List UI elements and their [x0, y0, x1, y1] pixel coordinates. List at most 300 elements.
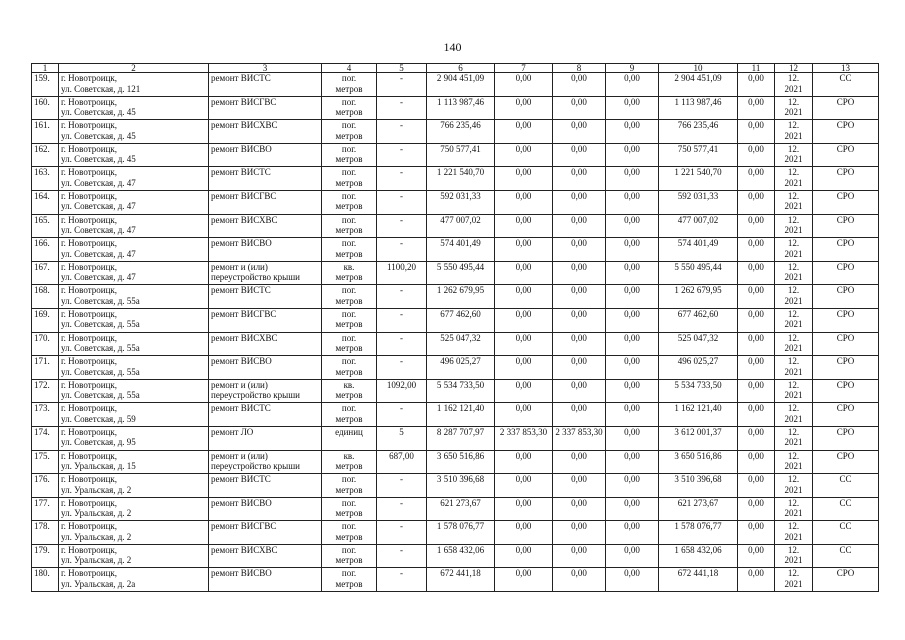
col11-cell	[738, 190, 775, 214]
col9-cell	[606, 521, 659, 545]
completion-date-cell-text: 2021	[784, 154, 803, 165]
completion-date-cell-text: 12.	[787, 190, 800, 201]
quantity-cell-text: 687,00	[389, 450, 414, 461]
col7-cell	[495, 73, 553, 97]
total-cost-cell	[427, 120, 495, 144]
unit-cell-text: пог.	[341, 190, 357, 201]
unit-cell	[322, 568, 377, 592]
col11-cell	[738, 96, 775, 120]
header-col-8: 8	[553, 64, 606, 73]
row-number	[32, 96, 59, 120]
method-cell-text: СС	[839, 497, 852, 508]
work-type-cell-text: ремонт ВИСХВС	[211, 120, 278, 131]
address-cell-text: г. Новотроицк,	[61, 474, 118, 485]
col11-cell	[738, 332, 775, 356]
work-type-cell	[209, 379, 322, 403]
address-cell	[59, 544, 209, 568]
col10-cell	[659, 332, 738, 356]
unit-cell-text: пог.	[341, 73, 357, 83]
unit-cell	[322, 426, 377, 450]
work-type-cell-text: ремонт ВИСВО	[211, 143, 272, 154]
completion-date-cell	[775, 521, 813, 545]
address-cell-text: ул. Уральская, д. 2	[61, 484, 132, 495]
col11-cell	[738, 214, 775, 238]
total-cost-cell-text: 1 578 076,77	[436, 521, 485, 532]
unit-cell	[322, 214, 377, 238]
col7-cell	[495, 120, 553, 144]
address-cell-text: ул. Уральская, д. 2а	[61, 578, 136, 589]
quantity-cell	[377, 238, 427, 262]
unit-cell-text: пог.	[341, 332, 357, 343]
col9-cell-text: 0,00	[624, 379, 640, 390]
row-number	[32, 544, 59, 568]
method-cell-text: СРО	[836, 356, 855, 367]
total-cost-cell	[427, 474, 495, 498]
col9-cell	[606, 261, 659, 285]
col10-cell	[659, 285, 738, 309]
col8-cell	[553, 96, 606, 120]
col8-cell	[553, 190, 606, 214]
address-cell	[59, 568, 209, 592]
unit-cell-text: метров	[335, 366, 363, 377]
col9-cell-text: 0,00	[624, 285, 640, 296]
completion-date-cell	[775, 285, 813, 309]
col11-cell-text: 0,00	[748, 308, 764, 319]
total-cost-cell-text: 574 401,49	[440, 238, 481, 249]
col9-cell	[606, 238, 659, 262]
address-cell-text: г. Новотроицк,	[61, 238, 118, 249]
col11-cell	[738, 521, 775, 545]
col8-cell	[553, 285, 606, 309]
method-cell	[813, 544, 879, 568]
col11-cell	[738, 474, 775, 498]
completion-date-cell-text: 12.	[787, 261, 800, 272]
address-cell	[59, 120, 209, 144]
col8-cell	[553, 261, 606, 285]
col9-cell	[606, 96, 659, 120]
col10-cell-text: 5 534 733,50	[674, 379, 722, 390]
row-number	[32, 143, 59, 167]
row-number-text: 172.	[34, 379, 50, 390]
address-cell	[59, 426, 209, 450]
col7-cell	[495, 568, 553, 592]
column-number-header	[32, 64, 879, 73]
method-cell-text: СРО	[836, 450, 855, 461]
total-cost-cell-text: 766 235,46	[440, 120, 481, 131]
quantity-cell	[377, 332, 427, 356]
col8-cell	[553, 497, 606, 521]
col10-cell-text: 5 550 495,44	[674, 261, 722, 272]
quantity-cell	[377, 403, 427, 427]
unit-cell	[322, 308, 377, 332]
col8-cell-text: 0,00	[571, 214, 587, 225]
method-cell-text: СРО	[836, 96, 855, 107]
address-cell-text: ул. Уральская, д. 2	[61, 531, 132, 542]
col11-cell	[738, 497, 775, 521]
col10-cell-text: 3 650 516,86	[674, 450, 722, 461]
completion-date-cell	[775, 96, 813, 120]
col11-cell	[738, 238, 775, 262]
work-type-cell	[209, 450, 322, 474]
col8-cell-text: 0,00	[571, 143, 587, 154]
quantity-cell	[377, 356, 427, 380]
table-row	[32, 497, 879, 521]
col9-cell-text: 0,00	[624, 167, 640, 178]
header-col-4: 4	[322, 64, 377, 73]
table-row	[32, 544, 879, 568]
method-cell	[813, 403, 879, 427]
total-cost-cell	[427, 167, 495, 191]
col7-cell	[495, 356, 553, 380]
work-type-cell-text: ремонт ВИСГВС	[211, 521, 277, 532]
total-cost-cell	[427, 261, 495, 285]
method-cell-text: СРО	[836, 403, 855, 414]
method-cell-text: СРО	[836, 308, 855, 319]
col7-cell	[495, 521, 553, 545]
col7-cell	[495, 474, 553, 498]
method-cell-text: СРО	[836, 214, 855, 225]
total-cost-cell-text: 1 221 540,70	[436, 167, 485, 178]
quantity-cell	[377, 73, 427, 97]
unit-cell	[322, 332, 377, 356]
work-type-cell-text: ремонт и (или)	[211, 450, 268, 461]
unit-cell	[322, 544, 377, 568]
work-type-cell	[209, 190, 322, 214]
quantity-cell-text: -	[400, 167, 403, 178]
quantity-cell	[377, 497, 427, 521]
total-cost-cell-text: 750 577,41	[440, 143, 481, 154]
completion-date-cell-text: 2021	[784, 107, 803, 118]
row-number-text: 177.	[34, 497, 50, 508]
total-cost-cell	[427, 190, 495, 214]
address-cell-text: г. Новотроицк,	[61, 450, 118, 461]
address-cell	[59, 497, 209, 521]
completion-date-cell-text: 2021	[784, 578, 803, 589]
col7-cell	[495, 497, 553, 521]
table-row	[32, 73, 879, 97]
completion-date-cell-text: 2021	[784, 83, 803, 94]
method-cell	[813, 450, 879, 474]
unit-cell-text: кв.	[343, 261, 355, 272]
completion-date-cell-text: 12.	[787, 285, 800, 296]
col8-cell	[553, 474, 606, 498]
unit-cell-text: единиц	[335, 426, 363, 437]
col8-cell	[553, 214, 606, 238]
col7-cell	[495, 214, 553, 238]
table-row	[32, 285, 879, 309]
work-type-cell-text: переустройство крыши	[211, 390, 300, 401]
address-cell	[59, 285, 209, 309]
col9-cell	[606, 214, 659, 238]
col11-cell	[738, 167, 775, 191]
completion-date-cell-text: 12.	[787, 96, 800, 107]
col11-cell	[738, 379, 775, 403]
col7-cell-text: 0,00	[515, 450, 532, 461]
work-type-cell-text: переустройство крыши	[211, 461, 300, 471]
col9-cell-text: 0,00	[624, 190, 640, 201]
completion-date-cell-text: 12.	[787, 426, 800, 437]
address-cell-text: г. Новотроицк,	[61, 426, 118, 437]
completion-date-cell-text: 12.	[787, 214, 800, 225]
unit-cell	[322, 190, 377, 214]
col7-cell-text: 0,00	[515, 474, 532, 485]
completion-date-cell	[775, 544, 813, 568]
col7-cell	[495, 403, 553, 427]
header-col-11: 11	[738, 64, 775, 73]
col7-cell	[495, 544, 553, 568]
row-number	[32, 238, 59, 262]
table-row	[32, 214, 879, 238]
completion-date-cell	[775, 214, 813, 238]
address-cell-text: г. Новотроицк,	[61, 285, 118, 296]
col10-cell-text: 672 441,18	[677, 568, 719, 579]
col8-cell-text: 0,00	[571, 190, 587, 201]
unit-cell-text: метров	[335, 531, 363, 542]
unit-cell-text: метров	[335, 177, 363, 188]
col10-cell	[659, 190, 738, 214]
col8-cell-text: 0,00	[571, 544, 587, 555]
total-cost-cell	[427, 450, 495, 474]
col9-cell-text: 0,00	[624, 474, 640, 485]
work-type-cell	[209, 73, 322, 97]
col8-cell-text: 0,00	[571, 285, 587, 296]
col8-cell-text: 0,00	[571, 261, 587, 272]
row-number-text: 166.	[34, 238, 50, 249]
col9-cell-text: 0,00	[624, 96, 640, 107]
completion-date-cell-text: 12.	[787, 544, 800, 555]
unit-cell-text: метров	[335, 390, 363, 401]
header-col-9: 9	[606, 64, 659, 73]
row-number-text: 180.	[34, 568, 50, 579]
address-cell	[59, 143, 209, 167]
method-cell-text: СРО	[836, 285, 855, 296]
col7-cell-text: 0,00	[515, 120, 532, 131]
address-cell-text: ул. Советская, д. 47	[61, 272, 136, 283]
row-number	[32, 474, 59, 498]
col7-cell	[495, 308, 553, 332]
row-number-text: 175.	[34, 450, 50, 461]
completion-date-cell-text: 2021	[784, 177, 803, 188]
col7-cell-text: 0,00	[515, 403, 532, 414]
col8-cell-text: 0,00	[571, 308, 587, 319]
completion-date-cell	[775, 403, 813, 427]
col9-cell-text: 0,00	[624, 143, 640, 154]
header-col-10: 10	[659, 64, 738, 73]
address-cell-text: г. Новотроицк,	[61, 190, 118, 201]
col7-cell	[495, 332, 553, 356]
work-type-cell-text: ремонт и (или)	[211, 379, 268, 390]
total-cost-cell	[427, 356, 495, 380]
col10-cell-text: 1 113 987,46	[674, 96, 722, 107]
total-cost-cell	[427, 214, 495, 238]
work-type-cell	[209, 285, 322, 309]
unit-cell-text: метров	[335, 130, 363, 141]
total-cost-cell-text: 8 287 707,97	[436, 426, 485, 437]
work-type-cell-text: ремонт ВИСТС	[211, 167, 271, 178]
address-cell-text: г. Новотроицк,	[61, 308, 118, 319]
row-number-text: 160.	[34, 96, 50, 107]
header-col-7: 7	[495, 64, 553, 73]
col11-cell-text: 0,00	[748, 73, 764, 83]
address-cell-text: г. Новотроицк,	[61, 403, 118, 414]
work-type-cell	[209, 426, 322, 450]
col9-cell-text: 0,00	[624, 214, 640, 225]
method-cell	[813, 426, 879, 450]
col10-cell-text: 2 904 451,09	[674, 73, 722, 83]
col10-cell	[659, 96, 738, 120]
col8-cell-text: 0,00	[571, 450, 587, 461]
col8-cell-text: 0,00	[571, 521, 587, 532]
col8-cell-text: 0,00	[571, 474, 587, 485]
address-cell	[59, 356, 209, 380]
method-cell-text: СРО	[836, 167, 855, 178]
col11-cell-text: 0,00	[748, 167, 764, 178]
unit-cell-text: пог.	[341, 143, 357, 154]
table-row	[32, 474, 879, 498]
col7-cell-text: 0,00	[515, 73, 532, 83]
row-number	[32, 450, 59, 474]
table-row	[32, 143, 879, 167]
row-number-text: 171.	[34, 356, 50, 367]
address-cell-text: г. Новотроицк,	[61, 167, 118, 178]
col9-cell-text: 0,00	[624, 261, 640, 272]
work-type-cell	[209, 238, 322, 262]
col10-cell	[659, 143, 738, 167]
col9-cell-text: 0,00	[624, 120, 640, 131]
unit-cell-text: пог.	[341, 356, 357, 367]
total-cost-cell-text: 677 462,60	[440, 308, 481, 319]
unit-cell-text: пог.	[341, 544, 357, 555]
work-type-cell	[209, 568, 322, 592]
quantity-cell-text: 5	[399, 426, 404, 437]
col10-cell-text: 766 235,46	[677, 120, 719, 131]
unit-cell-text: метров	[335, 107, 363, 118]
method-cell-text: СРО	[836, 426, 855, 437]
method-cell-text: СС	[839, 521, 852, 532]
table-row	[32, 332, 879, 356]
col10-cell	[659, 238, 738, 262]
unit-cell-text: пог.	[341, 474, 357, 485]
col8-cell	[553, 120, 606, 144]
row-number	[32, 497, 59, 521]
completion-date-cell	[775, 497, 813, 521]
col11-cell-text: 0,00	[748, 261, 764, 272]
unit-cell-text: пог.	[341, 568, 357, 579]
col8-cell	[553, 426, 606, 450]
address-cell-text: г. Новотроицк,	[61, 497, 118, 508]
work-type-cell-text: ремонт ЛО	[211, 426, 254, 437]
col9-cell	[606, 308, 659, 332]
row-number	[32, 332, 59, 356]
address-cell	[59, 96, 209, 120]
col10-cell	[659, 403, 738, 427]
work-type-cell	[209, 544, 322, 568]
col9-cell-text: 0,00	[624, 403, 640, 414]
col10-cell-text: 621 273,67	[677, 497, 719, 508]
quantity-cell	[377, 568, 427, 592]
table-row	[32, 521, 879, 545]
quantity-cell	[377, 261, 427, 285]
address-cell	[59, 450, 209, 474]
total-cost-cell-text: 672 441,18	[440, 568, 481, 579]
work-type-cell-text: ремонт ВИСВО	[211, 356, 272, 367]
total-cost-cell-text: 1 113 987,46	[437, 96, 484, 107]
table-row	[32, 167, 879, 191]
method-cell-text: СС	[839, 544, 852, 555]
unit-cell-text: пог.	[341, 214, 357, 225]
address-cell-text: г. Новотроицк,	[61, 73, 118, 83]
method-cell-text: СРО	[836, 261, 855, 272]
col10-cell	[659, 426, 738, 450]
work-type-cell-text: ремонт ВИСТС	[211, 474, 271, 485]
completion-date-cell-text: 2021	[784, 272, 803, 283]
work-type-cell	[209, 521, 322, 545]
col9-cell-text: 0,00	[624, 544, 640, 555]
col11-cell	[738, 568, 775, 592]
unit-cell	[322, 143, 377, 167]
col7-cell-text: 0,00	[515, 285, 532, 296]
quantity-cell	[377, 474, 427, 498]
completion-date-cell	[775, 167, 813, 191]
method-cell	[813, 474, 879, 498]
col8-cell	[553, 450, 606, 474]
completion-date-cell	[775, 143, 813, 167]
work-type-cell-text: ремонт ВИСГВС	[211, 308, 277, 319]
row-number-text: 164.	[34, 190, 50, 201]
col9-cell-text: 0,00	[624, 426, 640, 437]
col9-cell	[606, 497, 659, 521]
unit-cell	[322, 96, 377, 120]
method-cell-text: СС	[839, 474, 852, 485]
completion-date-cell-text: 12.	[787, 143, 800, 154]
address-cell-text: ул. Советская, д. 47	[61, 248, 136, 259]
quantity-cell-text: -	[400, 544, 403, 555]
method-cell	[813, 497, 879, 521]
quantity-cell	[377, 308, 427, 332]
work-type-cell-text: ремонт ВИСТС	[211, 285, 271, 296]
address-cell-text: г. Новотроицк,	[61, 568, 118, 579]
header-col-12: 12	[775, 64, 813, 73]
row-number	[32, 214, 59, 238]
quantity-cell	[377, 379, 427, 403]
col11-cell-text: 0,00	[748, 332, 764, 343]
col10-cell	[659, 167, 738, 191]
col11-cell-text: 0,00	[748, 190, 764, 201]
address-cell-text: ул. Советская, д. 55а	[61, 390, 140, 401]
method-cell-text: СРО	[836, 238, 855, 249]
address-cell-text: ул. Уральская, д. 15	[61, 461, 136, 471]
completion-date-cell-text: 2021	[784, 366, 803, 377]
table-row	[32, 568, 879, 592]
address-cell	[59, 167, 209, 191]
col7-cell	[495, 379, 553, 403]
row-number	[32, 261, 59, 285]
col8-cell-text: 0,00	[571, 356, 587, 367]
total-cost-cell	[427, 96, 495, 120]
method-cell	[813, 379, 879, 403]
completion-date-cell-text: 2021	[784, 531, 803, 542]
unit-cell	[322, 73, 377, 97]
quantity-cell-text: -	[400, 568, 403, 579]
unit-cell-text: метров	[335, 508, 363, 519]
completion-date-cell-text: 12.	[787, 474, 800, 485]
row-number-text: 159.	[34, 73, 50, 83]
work-type-cell-text: ремонт ВИСХВС	[211, 332, 278, 343]
quantity-cell-text: -	[400, 143, 403, 154]
col9-cell-text: 0,00	[624, 521, 640, 532]
col8-cell-text: 0,00	[571, 379, 587, 390]
address-cell-text: г. Новотроицк,	[61, 143, 118, 154]
